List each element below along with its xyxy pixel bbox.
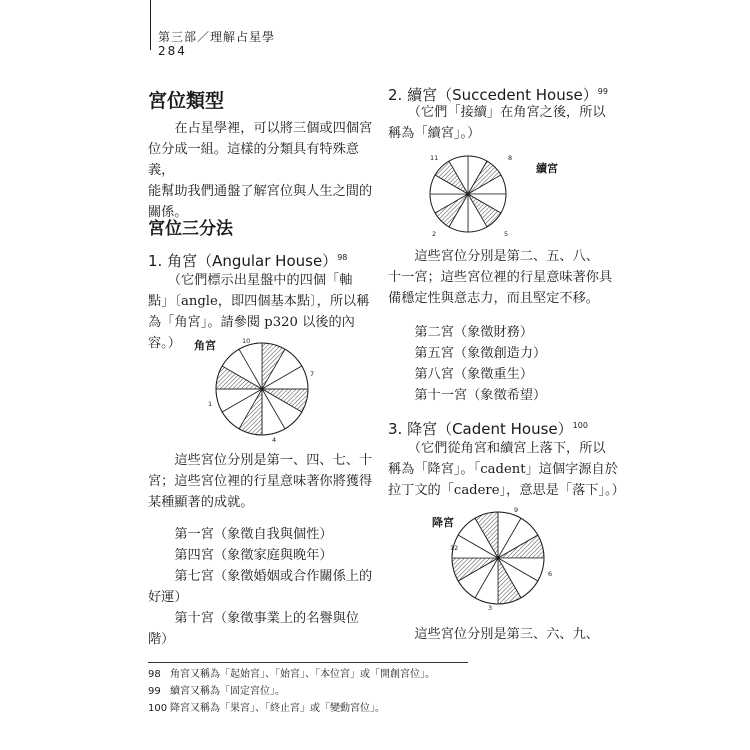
- body-line: 宮；這些宮位裡的行星意味著你將獲得: [148, 474, 373, 489]
- desc-line: （它們標示出星盤中的四個「軸: [148, 273, 353, 288]
- list-item: 第一宮（象徵自我與個性）: [148, 527, 333, 542]
- house-label-12: 12: [450, 544, 459, 552]
- footnote-text: 降宮又稱為「果宮」、「終止宮」或「變動宮位」。: [170, 703, 385, 714]
- house-label-4: 4: [272, 436, 277, 444]
- footnote: [148, 666, 568, 683]
- footnote-ref: 99: [597, 87, 608, 96]
- list-item: 好運）: [148, 590, 188, 605]
- footnote: [148, 683, 568, 700]
- body-line: 這些宮位分別是第二、五、八、: [388, 249, 599, 264]
- intro-line: 能幫助我們通盤了解宮位與人生之間的: [148, 184, 373, 199]
- footnote: [148, 700, 568, 717]
- cadent-heading-text: 3. 降宮（Cadent House）: [388, 420, 573, 438]
- desc-line: 稱為「降宮」。「cadent」這個字源自於: [388, 462, 618, 477]
- list-item: 第四宮（象徵家庭與晚年）: [148, 548, 333, 563]
- succedent-house-wheel: [420, 152, 530, 240]
- list-item: 第十一宮（象徵希望）: [388, 388, 547, 403]
- intro-line: 關係。: [148, 205, 188, 220]
- succedent-chart-label: 續宮: [536, 162, 558, 175]
- footnote-number: 99: [148, 686, 161, 697]
- house-label-10: 10: [242, 337, 251, 345]
- cadent-house-wheel: [448, 504, 558, 614]
- list-item: 第十宮（象徵事業上的名譽與位: [148, 611, 359, 626]
- succedent-heading-text: 2. 續宮（Succedent House）: [388, 86, 598, 104]
- desc-line: 點」〔angle，即四個基本點〕，所以稱: [148, 294, 370, 309]
- footnote-number: 100: [148, 703, 168, 714]
- body-line: 某種顯著的成就。: [148, 495, 254, 510]
- list-item: 階）: [148, 632, 175, 647]
- succedent-list: [388, 322, 618, 406]
- desc-line: 為「角宮」。請參閱 p320 以後的內容。）: [148, 315, 355, 351]
- footnote-ref: 100: [572, 421, 588, 430]
- house-label-2: 2: [432, 230, 437, 238]
- house-label-9: 9: [514, 506, 519, 514]
- page-number: 284: [158, 44, 187, 58]
- house-label-5: 5: [504, 230, 509, 238]
- succedent-body: [388, 246, 618, 309]
- list-item: 第二宮（象徵財務）: [388, 325, 534, 340]
- list-item: 第七宮（象徵婚姻或合作關係上的: [148, 569, 373, 584]
- footnote-text: 角宮又稱為「起始宮」、「始宮」、「本位宮」或「開創宮位」。: [170, 669, 435, 680]
- body-line: 十一宮；這些宮位裡的行星意味著你具: [388, 270, 613, 285]
- running-title: 第三部／理解占星學: [158, 30, 276, 44]
- angular-house-wheel: [204, 334, 324, 444]
- angular-heading-text: 1. 角宮（Angular House）: [148, 252, 338, 270]
- header-rule: [150, 0, 151, 50]
- body-line: 這些宮位分別是第一、四、七、十: [148, 453, 373, 468]
- angular-chart-label: 角宮: [194, 339, 216, 352]
- angular-heading: [148, 250, 347, 271]
- desc-line: 稱為「續宮」。）: [388, 126, 481, 141]
- angular-body: [148, 450, 378, 513]
- house-label-1: 1: [208, 400, 213, 408]
- footnotes: [148, 666, 568, 717]
- footnote-ref: 98: [337, 253, 348, 262]
- footnote-text: 續宮又稱為「固定宮位」。: [170, 686, 285, 697]
- intro-paragraph: [148, 118, 378, 223]
- house-label-7: 7: [310, 370, 315, 378]
- body-line: 這些宮位分別是第三、六、九、: [388, 627, 599, 642]
- house-label-3: 3: [488, 604, 493, 612]
- desc-line: （它們從角宮和續宮上落下，所以: [388, 441, 606, 456]
- footnote-rule: [148, 662, 468, 663]
- cadent-body: [388, 624, 620, 645]
- angular-list: [148, 524, 378, 650]
- house-label-8: 8: [508, 154, 513, 162]
- house-label-11: 11: [430, 154, 439, 162]
- cadent-chart-label: 降宮: [432, 516, 454, 529]
- house-label-6: 6: [548, 570, 553, 578]
- succedent-description: [388, 102, 618, 144]
- list-item: 第五宮（象徵創造力）: [388, 346, 547, 361]
- intro-line: 位分成一組。這樣的分類具有特殊意義，: [148, 142, 359, 178]
- section-title: 宮位類型: [148, 90, 225, 112]
- subsection-title: 宮位三分法: [148, 219, 233, 239]
- cadent-description: [388, 438, 625, 501]
- body-line: 備穩定性與意志力，而且堅定不移。: [388, 291, 599, 306]
- desc-line: 拉丁文的「cadere」，意思是「落下」。）: [388, 483, 625, 498]
- cadent-heading: [388, 418, 588, 439]
- footnote-number: 98: [148, 669, 161, 680]
- desc-line: （它們「接續」在角宮之後，所以: [388, 105, 606, 120]
- list-item: 第八宮（象徵重生）: [388, 367, 534, 382]
- intro-line: 在占星學裡，可以將三個或四個宮: [148, 121, 373, 136]
